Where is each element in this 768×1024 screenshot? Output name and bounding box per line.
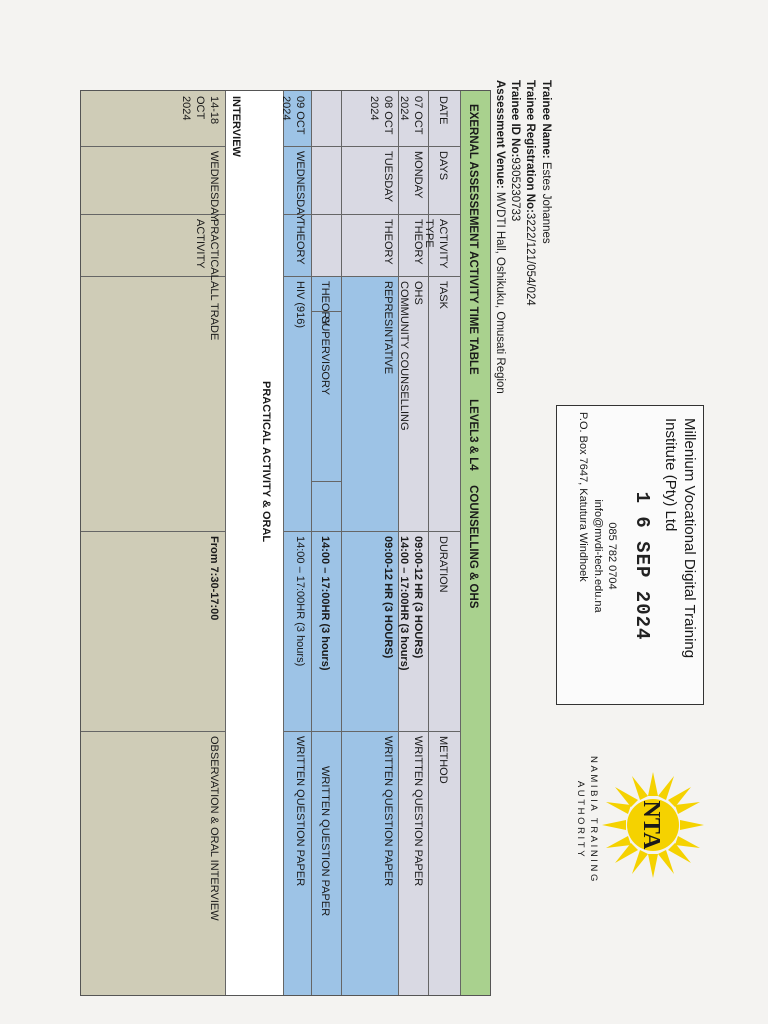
- row3-task: SUPERVISORY: [319, 316, 331, 396]
- row1-method: WRITTEN QUESTION PAPER: [412, 736, 424, 887]
- header-task: TASK: [437, 281, 449, 309]
- header-activity-type: ACTIVITY TYPE: [423, 219, 449, 269]
- stamp-date: 1 6 SEP 2024: [631, 491, 653, 641]
- timetable-title: EXERNAL ASSESSEMENT ACTIVITY TIME TABLE: [467, 104, 479, 375]
- authority-line-2: AUTHORITY: [575, 780, 586, 860]
- row4-task: HIV (916): [294, 281, 306, 329]
- trainee-name-value: Estes Johannes: [540, 161, 552, 244]
- row1-duration-1: 09:00-12 HR (3 HOURS): [412, 536, 424, 659]
- timetable-level: LEVEL3 & L4: [467, 399, 479, 471]
- header-days: DAYS: [437, 151, 449, 181]
- assessment-timetable: [80, 90, 491, 996]
- row3-duration: 14:00 – 17:00HR (3 hours): [319, 536, 331, 671]
- practical-day: WEDNESDAY: [208, 151, 220, 222]
- sun-emblem-icon: [598, 760, 708, 890]
- timetable-title-row: [463, 99, 483, 989]
- practical-method: OBSERVATION & ORAL INTERVIEW: [208, 736, 220, 921]
- row1-task-1: OHS: [412, 281, 424, 305]
- row1-task: [394, 276, 428, 531]
- institute-name: Millenium Vocational Digital Training Institute (Pty) Ltd: [662, 418, 698, 659]
- row1-duration-2: 14:00 – 17:00HR (3 hours): [398, 536, 410, 671]
- row1-duration: [394, 531, 428, 731]
- row3-method: WRITTEN QUESTION PAPER: [319, 766, 331, 917]
- institute-stamp-box: [556, 405, 704, 705]
- trainee-id-line: [509, 80, 521, 221]
- interview-heading: INTERVIEW: [230, 96, 242, 157]
- row3-activity: THEORY: [319, 281, 331, 327]
- practical-activity: PRACTICAL ACTIVITY: [194, 219, 220, 281]
- row4-duration: 14:00 – 17:00HR (3 hours): [294, 536, 306, 667]
- practical-duration: From 7:30-17:00: [208, 536, 220, 621]
- row1-activity: THEORY: [412, 219, 424, 265]
- practical-heading: PRACTICAL ACTIVITY & ORAL: [260, 381, 272, 543]
- assessment-venue-line: [494, 80, 506, 394]
- practical-task: ALL TRADE: [208, 281, 220, 341]
- trainee-id-label: Trainee ID No:: [509, 80, 521, 158]
- practical-date: 14-18 OCT 2024: [180, 96, 220, 125]
- authority-line-1: NAMIBIA TRAINING: [588, 756, 599, 884]
- trainee-id-value: 9305230733: [509, 157, 521, 222]
- trainee-name-label: Trainee Name:: [540, 80, 552, 159]
- institute-phone: 085 782 0704: [606, 522, 618, 590]
- authority-name: [574, 740, 600, 900]
- header-date: DATE: [437, 96, 449, 125]
- header-method: METHOD: [437, 736, 449, 784]
- row1-day: MONDAY: [412, 151, 424, 199]
- row2-day: TUESDAY: [382, 151, 394, 203]
- row1-date: 07 OCT 2024: [398, 96, 424, 135]
- row2-method: WRITTEN QUESTION PAPER: [382, 736, 394, 887]
- header-duration: DURATION: [437, 536, 449, 593]
- timetable-subject: COUNSELLING & OHS: [467, 485, 479, 609]
- row4-method: WRITTEN QUESTION PAPER: [294, 736, 306, 887]
- row2-activity: THEORY: [382, 219, 394, 265]
- trainee-registration-label: Trainee Registration No:: [524, 80, 536, 213]
- row2-duration: 09:00-12 HR (3 HOURS): [382, 536, 394, 659]
- svg-text:NTA: NTA: [638, 800, 664, 850]
- row4-date: 09 OCT 2024: [280, 96, 306, 135]
- institute-email: info@mvdi-tech.edu.na: [592, 499, 604, 613]
- row4-day: WEDNESDAY: [294, 151, 306, 222]
- assessment-venue-value: MVDTI Hall, Oshikuku, Omusati Region: [494, 191, 506, 394]
- trainee-registration-value: 3222/121/054/024: [524, 212, 536, 306]
- trainee-registration-line: [524, 80, 536, 306]
- trainee-name-line: [540, 80, 552, 244]
- row2-date: 08 OCT 2024: [368, 96, 394, 135]
- assessment-venue-label: Assessment Venue:: [494, 80, 506, 189]
- row1-task-2: COMMUNITY COUNSELLING: [398, 281, 410, 431]
- row2-task: REPRESINTATIVE: [382, 281, 394, 375]
- row4-activity: THEORY: [294, 219, 306, 265]
- institute-po-box: P.O. Box 7647, Katutura Windhoek: [577, 412, 589, 582]
